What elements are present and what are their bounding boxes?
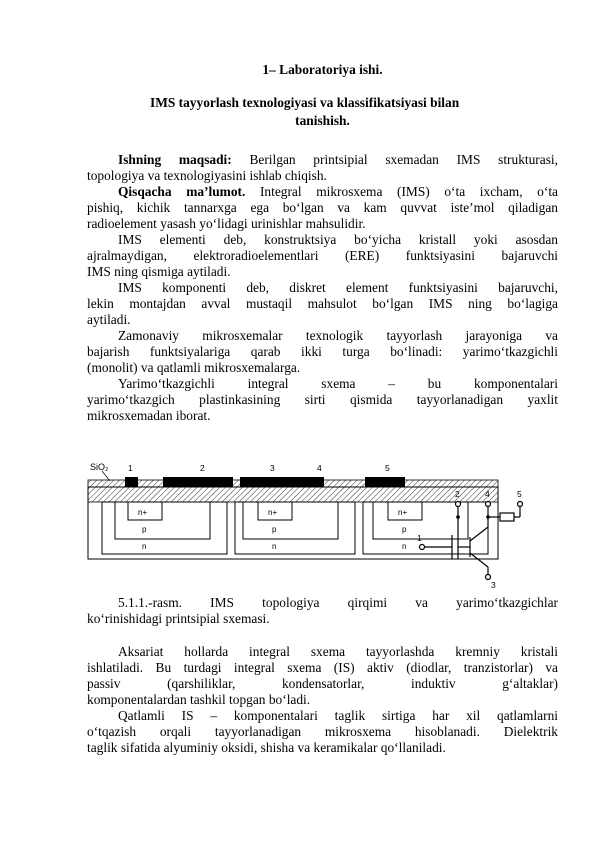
- purpose-label: Ishning maqsadi:: [118, 152, 232, 167]
- ims-figure: [80, 457, 550, 592]
- summary-text: Integral mikrosxema (IMS) o‘ta ixcham, o‘ta: [259, 184, 558, 199]
- semiconductor-text-3: mikrosxemadan iborat.: [87, 408, 211, 423]
- region-label-nplus-1: n+: [138, 508, 148, 517]
- layered-text-1: Qatlamli IS – komponentalari taglik sirtiga har xil qatlamlarni: [118, 708, 558, 723]
- region-label-n-3: n: [402, 542, 407, 551]
- contact-1: [125, 477, 138, 487]
- semiconductor-text-1: Yarimo‘tkazgichli integral sxema – bu komponentalari: [118, 376, 558, 391]
- purpose-text-2: topologiya va texnologiyasini ishlab chiqish.: [87, 168, 327, 183]
- layered-text-2: o‘tqazish orqali tayyorlanadigan mikrosxema hisoblanadi. Dielektrik: [87, 724, 558, 739]
- caption-line-2: ko‘rinishidagi printsipial sxemasi.: [87, 611, 270, 626]
- schematic-label-3: 3: [491, 580, 496, 590]
- summary-label: Qisqacha ma’lumot.: [118, 184, 246, 199]
- subtitle-line-2: tanishish.: [295, 113, 350, 128]
- modern-text-2: bajarish funktsiyalariga qarab ikki turga bo‘linadi: yarimo‘tkazgichli: [87, 344, 558, 359]
- caption-line-1: 5.1.1.-rasm. IMS topologiya qirqimi va yarimo‘tkazgichlar: [118, 595, 558, 610]
- summary-text-3: radioelement yasash yo‘lidagi urinishlar mahsulidir.: [87, 216, 366, 231]
- summary-text-2: pishiq, kichik tannarxga ega bo‘lgan va kam quvvat iste’mol qiladigan: [87, 200, 558, 215]
- contact-4: [290, 477, 324, 487]
- region-label-nplus-2: n+: [268, 508, 278, 517]
- terminal-label-1: 1: [128, 463, 133, 473]
- modern-text-3: (monolit) va qatlamli mikrosxemalarga.: [87, 360, 301, 375]
- schematic-label-5: 5: [517, 489, 522, 499]
- silicon-text-1: Aksariat hollarda integral sxema tayyorlashda kremniy kristali: [118, 644, 558, 659]
- schematic-label-4: 4: [485, 489, 490, 499]
- semiconductor-text-2: yarimo‘tkazgich plastinkasining sirti qismida tayyorlanadigan yaxlit: [87, 392, 558, 407]
- element-text-1: IMS elementi deb, konstruktsiya bo‘yicha kristall yoki asosdan: [118, 232, 558, 247]
- page-title: 1– Laboratoriya ishi.: [262, 62, 383, 77]
- silicon-text-2: ishlatiladi. Bu turdagi integral sxema (IS) aktiv (diodlar, tranzistorlar) va: [87, 660, 558, 675]
- modern-text-1: Zamonaviy mikrosxemalar texnologik tayyorlash jarayoniga va: [118, 328, 558, 343]
- terminal-label-4: 4: [317, 463, 322, 473]
- purpose-text: Berilgan printsipial sxemadan IMS strukturasi,: [249, 152, 558, 167]
- terminal-label-2: 2: [200, 463, 205, 473]
- schematic-label-1: 1: [417, 533, 422, 543]
- schematic-label-2: 2: [455, 489, 460, 499]
- component-text-3: aytiladi.: [87, 312, 131, 327]
- silicon-text-3: passiv (qarshiliklar, kondensatorlar, induktiv g‘altaklar): [87, 676, 558, 691]
- element-text-2: ajralmaydigan, elektroradioelementlari (ERE) funktsiyasini bajaruvchi: [87, 248, 558, 263]
- region-label-n-1: n: [142, 542, 147, 551]
- component-text-1: IMS komponenti deb, diskret element funktsiyasini bajaruvchi,: [118, 280, 558, 295]
- contact-5: [365, 477, 405, 487]
- component-text-2: lekin montajdan avval mustaqil mahsulot bo‘lgan IMS ning bo‘lagiga: [87, 296, 558, 311]
- region-label-p-2: p: [272, 525, 277, 534]
- region-label-nplus-3: n+: [398, 508, 408, 517]
- silicon-text-4: komponentalardan tashkil topgan bo‘ladi.: [87, 692, 311, 707]
- contact-2: [163, 477, 233, 487]
- element-text-3: IMS ning qismiga aytiladi.: [87, 264, 231, 279]
- terminal-label-5: 5: [385, 463, 390, 473]
- layered-text-3: taglik sifatida alyuminiy oksidi, shisha va keramikalar qo‘llaniladi.: [87, 740, 446, 755]
- oxide-label: SiO₂: [90, 462, 109, 472]
- region-label-p-3: p: [402, 525, 407, 534]
- region-label-n-2: n: [272, 542, 277, 551]
- cross-section: [88, 462, 498, 559]
- region-label-p-1: p: [142, 525, 147, 534]
- terminal-label-3: 3: [270, 463, 275, 473]
- subtitle-line-1: IMS tayyorlash texnologiyasi va klassifikatsiyasi bilan: [150, 95, 460, 110]
